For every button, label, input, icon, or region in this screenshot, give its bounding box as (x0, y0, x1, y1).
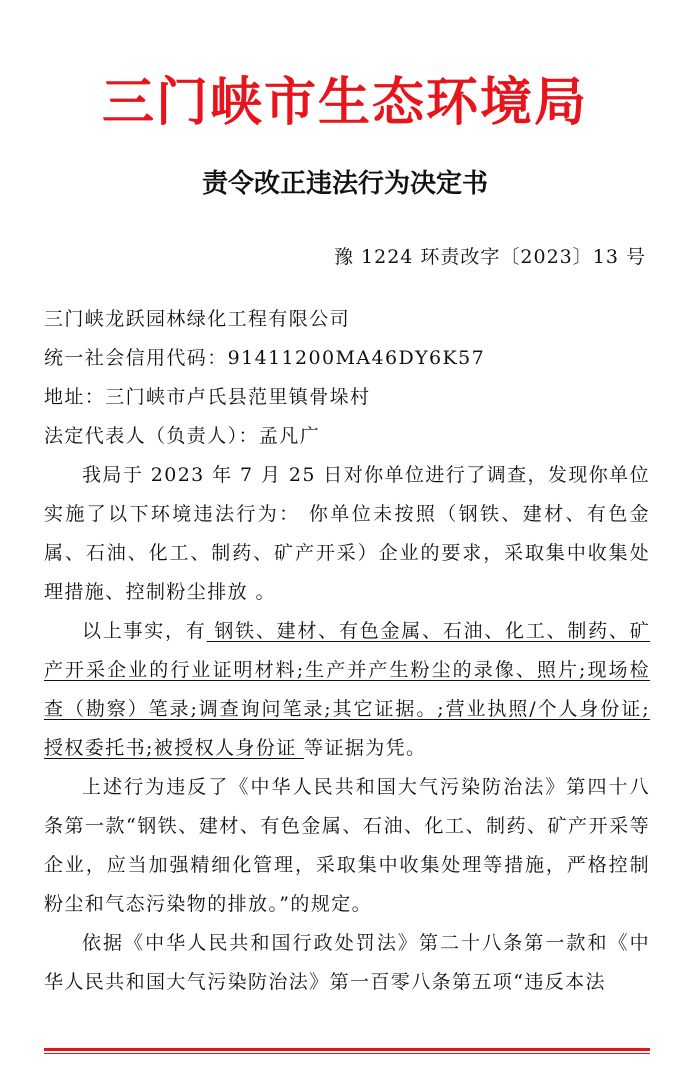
agency-masthead: 三门峡市生态环境局 (101, 72, 588, 133)
paragraph-investigation: 我局于 2023 年 7 月 25 日对你单位进行了调查，发现你单位实施了以下环境违法行为： 你单位未按照（钢铁、建材、有色金属、石油、化工、制药、矿产开采）企业的要求，采取集中收集处理措施、控制粉尘排放 。 (44, 464, 650, 603)
paragraph-legal-basis: 依据《中华人民共和国行政处罚法》第二十八条第一款和《中华人民共和国大气污染防治法》第一百零八条第五项“违反本法 (44, 932, 650, 993)
party-legal-rep: 法定代表人（负责人）：孟凡广 (44, 425, 321, 447)
paragraph-violation: 上述行为违反了《中华人民共和国大气污染防治法》第四十八条第一款“钢铁、建材、有色金属、石油、化工、制药、矿产开采等企业，应当加强精细化管理，采取集中收集处理等措施，严格控制粉尘和气态污染物的排放。”的规定。 (44, 776, 650, 915)
document-body (44, 300, 650, 1002)
evidence-list: 钢铁、建材、有色金属、石油、化工、制药、矿产开采企业的行业证明材料;生产并产生粉尘的录像、照片;现场检查（勘察）笔录;调查询问笔录;其它证据。;营业执照/个人身份证;授权委托书;被授权人身份证 (44, 620, 651, 759)
party-address: 地址：三门峡市卢氏县范里镇骨垛村 (44, 386, 371, 408)
rule-thin-line (44, 1053, 650, 1054)
document-title: 责令改正违法行为决定书 (201, 169, 488, 199)
party-credit-code: 统一社会信用代码：91411200MA46DY6K57 (44, 347, 486, 369)
paragraph-evidence (44, 612, 650, 768)
evidence-suffix: 等证据为凭。 (304, 737, 427, 759)
document-number: 豫 1224 环责改字〔2023〕13 号 (333, 246, 646, 268)
party-company: 三门峡龙跃园林绿化工程有限公司 (44, 308, 351, 330)
evidence-prefix: 以上事实，有 (82, 620, 207, 642)
